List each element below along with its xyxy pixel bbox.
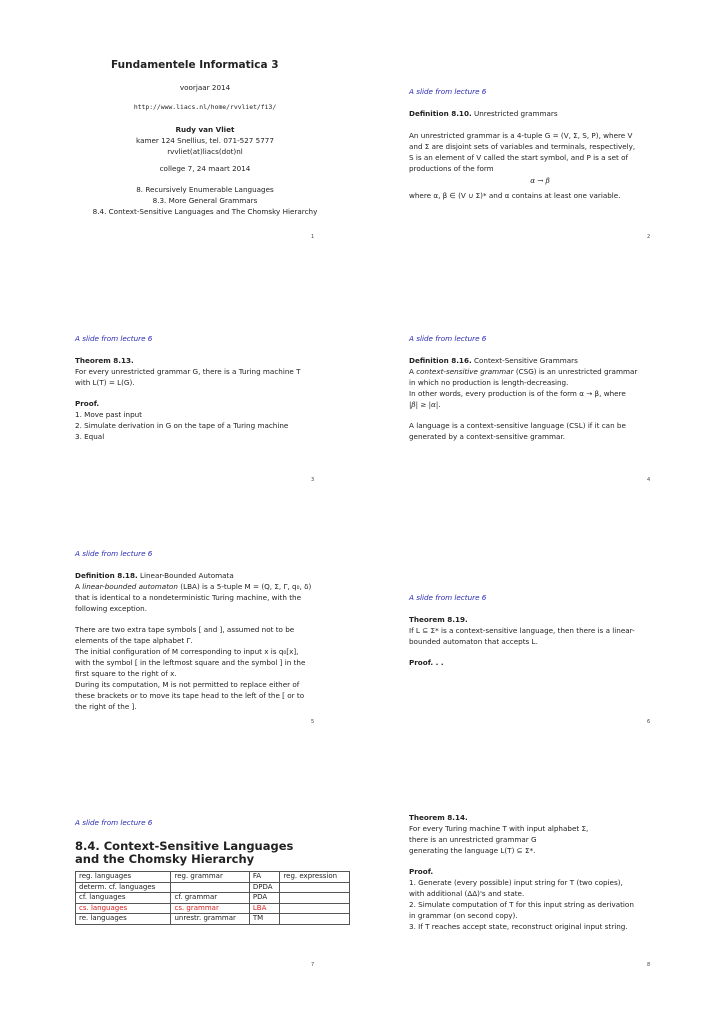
slide-7 bbox=[75, 817, 355, 925]
text-line: there is an unrestricted grammar G bbox=[409, 835, 537, 844]
course-title: Fundamentele Informatica 3 bbox=[111, 59, 279, 71]
table-cell bbox=[280, 914, 350, 925]
proof-step: in grammar (on second copy). bbox=[409, 911, 518, 920]
text-line: If L ⊆ Σ* is a context-sensitive language, then there is a linear- bbox=[409, 626, 635, 635]
text-line: first square to the right of x. bbox=[75, 669, 177, 678]
section-heading bbox=[75, 840, 355, 866]
slide-1 bbox=[75, 60, 335, 217]
text-line: generated by a context-sensitive grammar. bbox=[409, 432, 566, 441]
table-cell: LBA bbox=[249, 903, 280, 914]
page-number-5: 5 bbox=[311, 719, 315, 725]
table-cell: cf. languages bbox=[76, 893, 171, 904]
table-cell: reg. languages bbox=[76, 872, 171, 883]
definition-title: Unrestricted grammars bbox=[473, 109, 558, 118]
text-line: these brackets or to move its tape head to the left of the [ or to bbox=[75, 691, 305, 700]
heading-line: 8.4. Context-Sensitive Languages bbox=[75, 839, 294, 853]
table-cell: PDA bbox=[249, 893, 280, 904]
table-cell: cs. grammar bbox=[171, 903, 249, 914]
text-line: where α, β ∈ (V ∪ Σ)* and α contains at least one variable. bbox=[409, 191, 621, 200]
slide-tag: A slide from lecture 6 bbox=[75, 818, 153, 827]
slide-8 bbox=[409, 812, 671, 932]
table-cell: re. languages bbox=[76, 914, 171, 925]
table-cell: cs. languages bbox=[76, 903, 171, 914]
definition-label: Definition 8.16. bbox=[409, 356, 472, 365]
table-cell: reg. expression bbox=[280, 872, 350, 883]
heading-line: and the Chomsky Hierarchy bbox=[75, 852, 255, 866]
theorem-label: Theorem 8.19. bbox=[409, 615, 468, 624]
definition-title: Context-Sensitive Grammars bbox=[473, 356, 578, 365]
address: kamer 124 Snellius, tel. 071-527 5777 bbox=[136, 136, 274, 145]
page-number-6: 6 bbox=[647, 719, 651, 725]
table-row bbox=[76, 914, 350, 925]
text-line: that is identical to a nondeterministic Turing machine, with the bbox=[75, 593, 301, 602]
table-cell bbox=[280, 903, 350, 914]
text-run: (CSG) is an unrestricted grammar bbox=[513, 367, 638, 376]
text-line: For every unrestricted grammar G, there is a Turing machine T bbox=[75, 367, 301, 376]
author: Rudy van Vliet bbox=[175, 125, 235, 134]
proof-label: Proof. bbox=[75, 399, 100, 408]
text-line: There are two extra tape symbols [ and ], assumed not to be bbox=[75, 625, 295, 634]
text-run: (LBA) is a 5-tuple M = (Q, Σ, Γ, q₀, δ) bbox=[178, 582, 312, 591]
table-cell: FA bbox=[249, 872, 280, 883]
text-run: A bbox=[75, 582, 83, 591]
table-cell bbox=[280, 893, 350, 904]
text-line: elements of the tape alphabet Γ. bbox=[75, 636, 193, 645]
text-line: S is an element of V called the start symbol, and P is a set of bbox=[409, 153, 629, 162]
slide-tag: A slide from lecture 6 bbox=[409, 87, 487, 96]
definition-heading bbox=[75, 570, 337, 581]
topic-1: 8. Recursively Enumerable Languages bbox=[136, 185, 274, 194]
text-line: the right of the ]. bbox=[75, 702, 137, 711]
definition-label: Definition 8.18. bbox=[75, 571, 138, 580]
term-emphasis: context-sensitive grammar bbox=[416, 367, 514, 376]
text-line: During its computation, M is not permitted to replace either of bbox=[75, 680, 300, 689]
proof-step: 3. If T reaches accept state, reconstruct original input string. bbox=[409, 922, 628, 931]
page-number-1: 1 bbox=[311, 234, 315, 240]
chomsky-hierarchy-table bbox=[75, 871, 350, 925]
proof-step: with additional (ΔΔ)'s and state. bbox=[409, 889, 525, 898]
text-line: An unrestricted grammar is a 4-tuple G = (V, Σ, S, P), where V bbox=[409, 131, 633, 140]
slide-3 bbox=[75, 333, 337, 442]
definition-heading bbox=[409, 355, 671, 366]
table-cell: TM bbox=[249, 914, 280, 925]
page-number-2: 2 bbox=[647, 234, 651, 240]
table-cell bbox=[171, 882, 249, 893]
theorem-label: Theorem 8.13. bbox=[75, 356, 134, 365]
proof-label: Proof. . . bbox=[409, 658, 444, 667]
table-cell: determ. cf. languages bbox=[76, 882, 171, 893]
slide-4 bbox=[409, 333, 671, 442]
email: rvvliet(at)liacs(dot)nl bbox=[167, 147, 243, 156]
table-cell: unrestr. grammar bbox=[171, 914, 249, 925]
text-line: generating the language L(T) ⊆ Σ*. bbox=[409, 846, 536, 855]
text-run: A bbox=[409, 367, 417, 376]
proof-step: 2. Simulate computation of T for this input string as derivation bbox=[409, 900, 634, 909]
text-line: The initial configuration of M corresponding to input x is q₀[x], bbox=[75, 647, 299, 656]
text-line: bounded automaton that accepts L. bbox=[409, 637, 538, 646]
table-cell: DPDA bbox=[249, 882, 280, 893]
proof-label: Proof. bbox=[409, 867, 434, 876]
table-cell: reg. grammar bbox=[171, 872, 249, 883]
slide-tag: A slide from lecture 6 bbox=[75, 549, 153, 558]
topic-3: 8.4. Context-Sensitive Languages and The Chomsky Hierarchy bbox=[92, 207, 318, 216]
definition-title: Linear-Bounded Automata bbox=[139, 571, 234, 580]
lecture-date: college 7, 24 maart 2014 bbox=[159, 164, 251, 173]
slide-5 bbox=[75, 548, 337, 712]
table-row bbox=[76, 903, 350, 914]
topic-2: 8.3. More General Grammars bbox=[152, 196, 258, 205]
text-line: with L(T) = L(G). bbox=[75, 378, 135, 387]
definition-body bbox=[409, 130, 671, 201]
table-row bbox=[76, 893, 350, 904]
text-line bbox=[409, 366, 671, 377]
term-emphasis: linear-bounded automaton bbox=[82, 582, 178, 591]
text-line: in which no production is length-decreasing. bbox=[409, 378, 569, 387]
term: voorjaar 2014 bbox=[179, 83, 231, 92]
formula: α → β bbox=[530, 176, 550, 185]
table-cell bbox=[280, 882, 350, 893]
page-number-8: 8 bbox=[647, 962, 651, 968]
text-line: following exception. bbox=[75, 604, 148, 613]
proof-step: 1. Move past input bbox=[75, 410, 143, 419]
definition-label: Definition 8.10. bbox=[409, 109, 472, 118]
slide-tag: A slide from lecture 6 bbox=[409, 334, 487, 343]
text-line: |β| ≥ |α|. bbox=[409, 400, 441, 409]
text-line: For every Turing machine T with input alphabet Σ, bbox=[409, 824, 589, 833]
page-number-3: 3 bbox=[311, 477, 315, 483]
proof-step: 1. Generate (every possible) input string for T (two copies), bbox=[409, 878, 623, 887]
table-row bbox=[76, 872, 350, 883]
proof-step: 2. Simulate derivation in G on the tape of a Turing machine bbox=[75, 421, 289, 430]
proof-step: 3. Equal bbox=[75, 432, 105, 441]
course-url[interactable]: http://www.liacs.nl/home/rvvliet/fi3/ bbox=[133, 103, 277, 111]
table-row bbox=[76, 882, 350, 893]
page-number-7: 7 bbox=[311, 962, 315, 968]
text-line: In other words, every production is of the form α → β, where bbox=[409, 389, 626, 398]
slide-tag: A slide from lecture 6 bbox=[75, 334, 153, 343]
table-cell: cf. grammar bbox=[171, 893, 249, 904]
definition-heading bbox=[409, 108, 671, 119]
slide-2 bbox=[409, 86, 671, 201]
theorem-label: Theorem 8.14. bbox=[409, 813, 468, 822]
text-line: productions of the form bbox=[409, 164, 494, 173]
text-line: with the symbol [ in the leftmost square and the symbol ] in the bbox=[75, 658, 306, 667]
text-line: and Σ are disjoint sets of variables and terminals, respectively, bbox=[409, 142, 636, 151]
text-line: A language is a context-sensitive language (CSL) if it can be bbox=[409, 421, 626, 430]
slide-6 bbox=[409, 592, 671, 668]
text-line bbox=[75, 581, 337, 592]
page-number-4: 4 bbox=[647, 477, 651, 483]
slide-tag: A slide from lecture 6 bbox=[409, 593, 487, 602]
